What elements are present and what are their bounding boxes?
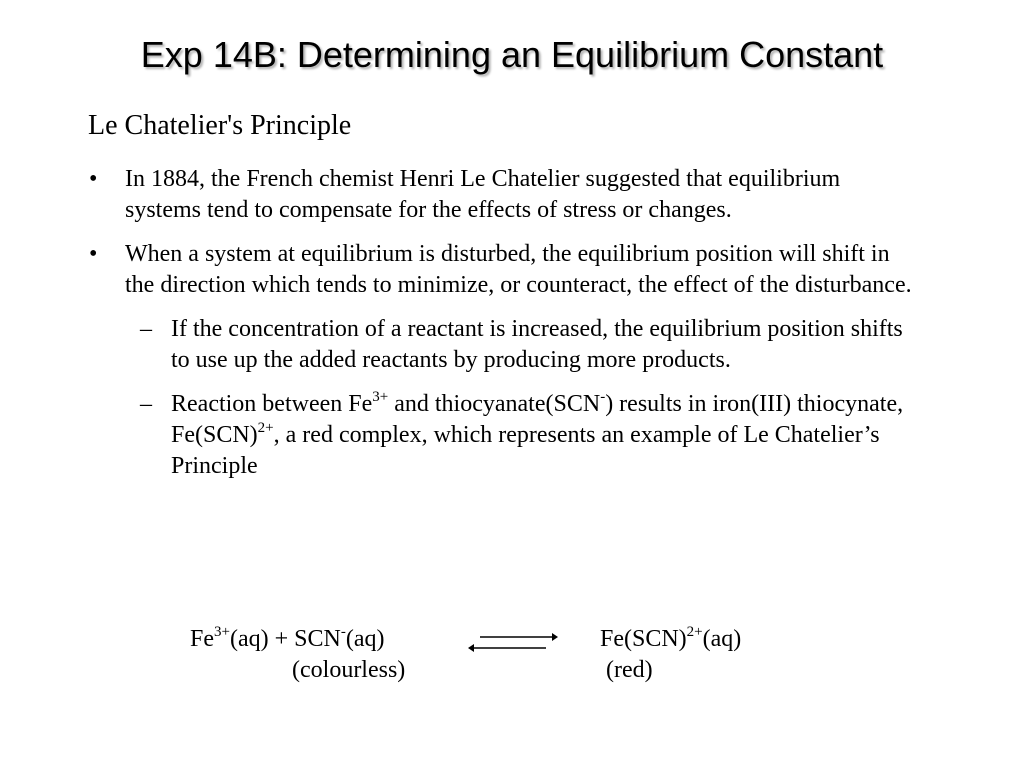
reverse-arrow-head <box>468 644 474 652</box>
bullet-text: In 1884, the French chemist Henri Le Chatelier suggested that equilibrium systems tend to compensate for the effects of stress or changes. <box>125 166 841 223</box>
text-segment: and thiocyanate(SCN <box>388 391 601 417</box>
bullet-item-2 <box>0 239 915 301</box>
slide-title: Exp 14B: Determining an Equilibrium Constant <box>140 34 884 75</box>
bullet-marker: • <box>89 166 98 192</box>
sub-bullet-item-1 <box>0 314 911 376</box>
text-segment: ) results in iron(III) thiocynate, Fe(SCN) <box>171 391 904 448</box>
bullet-marker: • <box>89 241 98 267</box>
dash-marker: – <box>140 391 152 417</box>
reactant-state: (aq) <box>345 626 385 652</box>
product-state: (aq) <box>702 626 742 652</box>
sub-bullet-text: If the concentration of a reactant is increased, the equilibrium position shifts to use up the added reactants by producing more products. <box>171 316 903 373</box>
reactant-colour-label: (colourless) <box>292 657 406 683</box>
scn-charge: - <box>340 624 346 640</box>
reactant-middle: (aq) + SCN <box>229 626 341 652</box>
section-heading: Le Chatelier's Principle <box>88 110 352 141</box>
product-formula: Fe(SCN) <box>600 626 687 652</box>
charge-superscript: 3+ <box>372 389 389 405</box>
bullet-list <box>0 164 1024 495</box>
bullet-item-1 <box>0 164 915 226</box>
equation-product <box>600 624 741 655</box>
text-segment: , a red complex, which represents an example of Le Chatelier’s Principle <box>171 422 880 479</box>
bullet-text: When a system at equilibrium is disturbed, the equilibrium position will shift in the direction which tends to minimize, or counteract, the effect of the disturbance. <box>125 241 912 298</box>
charge-superscript: 2+ <box>257 420 274 436</box>
fe-charge: 3+ <box>214 624 230 640</box>
fe-symbol: Fe <box>190 626 214 652</box>
forward-arrow-head <box>552 633 558 641</box>
product-charge: 2+ <box>686 624 703 640</box>
equation-reactants <box>190 624 384 655</box>
sub-bullet-item-2 <box>0 389 911 482</box>
equilibrium-arrow-icon <box>468 629 558 657</box>
charge-superscript: - <box>600 389 606 405</box>
sub-bullet-text <box>171 391 903 479</box>
dash-marker: – <box>140 316 152 342</box>
text-segment: Reaction between Fe <box>171 391 373 417</box>
product-colour-label: (red) <box>606 657 653 683</box>
